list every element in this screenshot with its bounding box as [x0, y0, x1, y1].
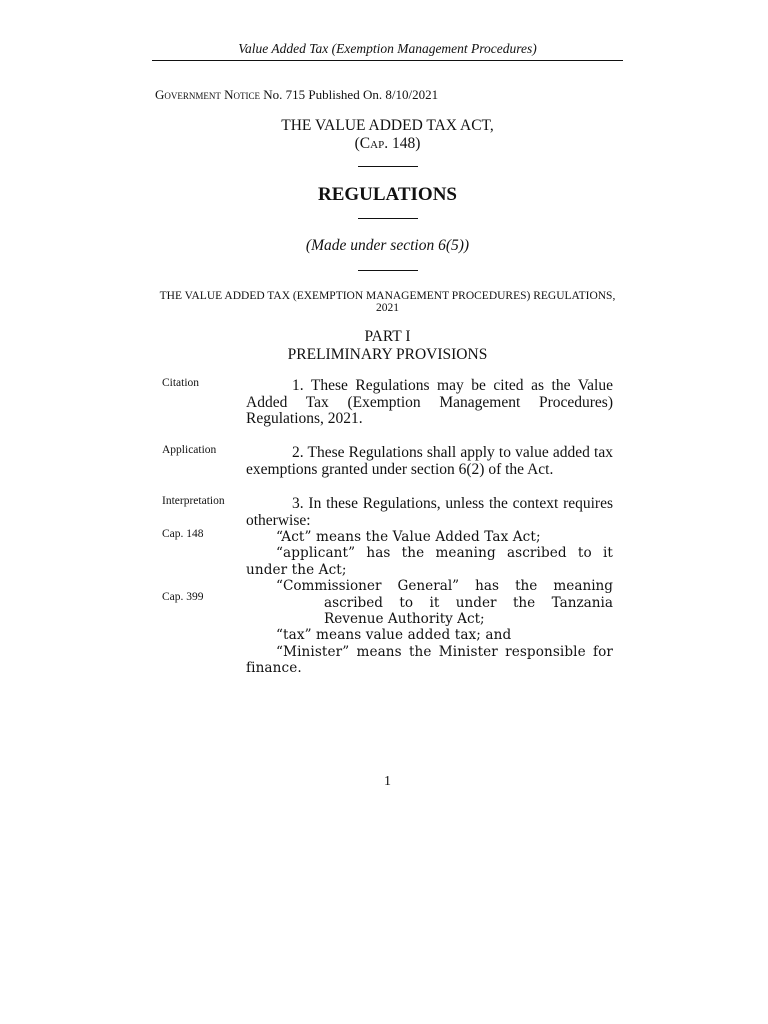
section-1-text: 1. These Regulations may be cited as the Value Added Tax (Exemption Management Procedures) Regulations, 2021. [246, 377, 613, 427]
header-rule [152, 60, 623, 61]
part-heading [152, 328, 623, 364]
part-title: PRELIMINARY PROVISIONS [287, 346, 488, 363]
made-under-section: (Made under section 6(5)) [305, 237, 470, 254]
regulations-long-title [152, 290, 623, 314]
part-number: PART I [364, 328, 411, 345]
section-2 [246, 445, 613, 478]
long-title-year: 2021 [376, 302, 399, 314]
definition-minister: “Minister” means the Minister responsible for finance. [246, 643, 613, 677]
long-title-line: THE VALUE ADDED TAX (EXEMPTION MANAGEMENT PROCEDURES) REGULATIONS, [159, 290, 616, 302]
definition-act: “Act” means the Value Added Tax Act; [276, 529, 541, 545]
definition-commissioner-general: “Commissioner General” has the meaning ascribed to it under the Tanzania Revenue Authority Act; [276, 578, 613, 628]
margin-note-application: Application [162, 444, 217, 456]
cap-open: (C [354, 135, 371, 152]
divider-rule [358, 270, 418, 271]
section-1 [246, 378, 613, 428]
definition-applicant: “applicant” has the meaning ascribed to it under the Act; [246, 545, 613, 578]
section-3-intro: 3. In these Regulations, unless the context requires otherwise: [246, 495, 613, 529]
divider-rule [358, 166, 418, 167]
notice-prefix: Government Notice [155, 87, 261, 102]
page-number: 1 [384, 774, 391, 789]
notice-details: No. 715 Published On. 8/10/2021 [260, 87, 439, 102]
margin-note-interpretation: Interpretation [162, 495, 225, 507]
regulations-heading: REGULATIONS [317, 184, 457, 205]
section-2-text: 2. These Regulations shall apply to value added tax exemptions granted under section 6(2) of the Act. [246, 444, 613, 478]
margin-note-citation: Citation [162, 377, 200, 389]
government-notice [155, 87, 438, 103]
divider-rule [358, 218, 418, 219]
cap-rest: . 148) [384, 135, 421, 152]
act-title: THE VALUE ADDED TAX ACT, [281, 117, 494, 134]
act-chapter [152, 135, 623, 153]
section-3 [246, 496, 613, 677]
running-header: Value Added Tax (Exemption Management Procedures) [238, 41, 537, 56]
margin-note-cap-148: Cap. 148 [162, 528, 204, 540]
definition-tax: “tax” means value added tax; and [276, 627, 512, 644]
cap-smallcaps: ap [370, 135, 385, 152]
margin-note-cap-399: Cap. 399 [162, 591, 204, 603]
